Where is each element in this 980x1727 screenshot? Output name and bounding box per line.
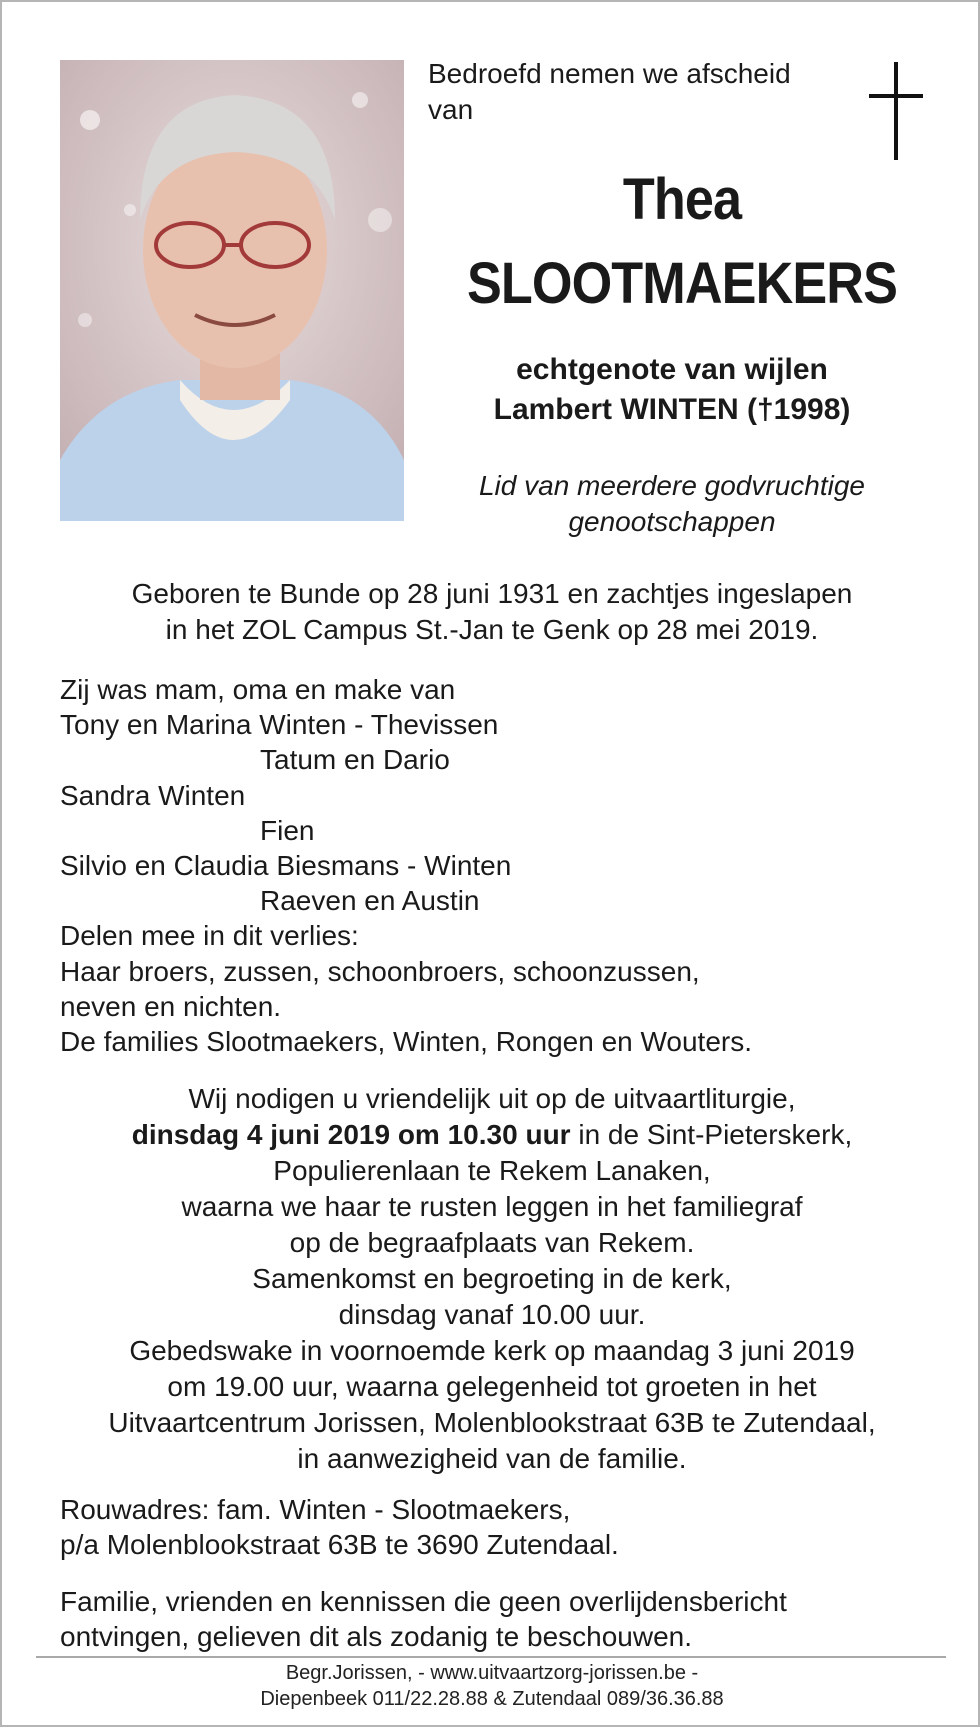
funeral-line: Uitvaartcentrum Jorissen, Molenblookstraat 63B te Zutendaal,	[108, 1407, 876, 1438]
intro-line: Bedroefd nemen we afscheid	[428, 58, 791, 89]
membership-line: genootschappen	[568, 506, 776, 537]
funeral-line: Samenkomst en begroeting in de kerk,	[252, 1263, 732, 1294]
family-line: Tatum en Dario	[260, 744, 450, 776]
funeral-line: dinsdag vanaf 10.00 uur.	[338, 1299, 646, 1330]
funeral-line: Populierenlaan te Rekem Lanaken,	[273, 1155, 711, 1186]
family-line: Silvio en Claudia Biesmans - Winten	[60, 850, 512, 882]
deceased-name	[448, 158, 916, 326]
funeral-line: in aanwezigheid van de familie.	[297, 1443, 687, 1474]
membership-line: Lid van meerdere godvruchtige	[478, 470, 865, 501]
spouse-info	[422, 350, 922, 430]
footer-line: Begr.Jorissen, - www.uitvaartzorg-jorissen.be -	[285, 1662, 699, 1684]
intro-text	[428, 56, 848, 128]
family-line: Raeven en Austin	[260, 885, 480, 917]
footer-divider	[36, 1656, 946, 1658]
family-line: Haar broers, zussen, schoonbroers, schoonzussen,	[60, 955, 700, 987]
birth-death-line: in het ZOL Campus St.-Jan te Genk op 28 mei 2019.	[165, 614, 819, 645]
portrait-photo	[60, 60, 404, 521]
portrait-illustration	[60, 60, 404, 521]
spouse-line: Lambert WINTEN (†1998)	[493, 393, 851, 426]
first-name: Thea	[622, 167, 742, 232]
address-line: p/a Molenblookstraat 63B te 3690 Zutendaal.	[60, 1529, 619, 1561]
funeral-line: om 19.00 uur, waarna gelegenheid tot groeten in het	[167, 1371, 817, 1402]
family-list	[60, 672, 940, 1059]
family-line: Zij was mam, oma en make van	[60, 674, 456, 705]
family-line: Fien	[260, 814, 315, 846]
family-line: neven en nichten.	[60, 990, 282, 1022]
notice-line: ontvingen, gelieven dit als zodanig te beschouwen.	[60, 1621, 692, 1653]
funeral-line: waarna we haar te rusten leggen in het familiegraf	[181, 1191, 803, 1222]
spouse-line: echtgenote van wijlen	[516, 353, 828, 386]
address-line: Rouwadres: fam. Winten - Slootmaekers,	[60, 1494, 571, 1525]
intro-line: van	[428, 94, 474, 125]
funeral-info	[42, 1081, 942, 1477]
funeral-line: Wij nodigen u vriendelijk uit op de uitvaartliturgie,	[188, 1083, 796, 1114]
last-name: SLOOTMAEKERS	[466, 251, 898, 316]
funeral-date-line	[42, 1117, 942, 1153]
family-line: De families Slootmaekers, Winten, Rongen en Wouters.	[60, 1026, 753, 1058]
birth-death-line: Geboren te Bunde op 28 juni 1931 en zachtjes ingeslapen	[131, 578, 853, 609]
funeral-line: op de begraafplaats van Rekem.	[289, 1227, 695, 1258]
family-line: Delen mee in dit verlies:	[60, 920, 359, 952]
cross-icon	[866, 62, 926, 162]
footer	[42, 1660, 942, 1712]
footer-line: Diepenbeek 011/22.28.88 & Zutendaal 089/36.36.88	[260, 1688, 724, 1710]
notice-info	[60, 1584, 940, 1654]
family-line: Sandra Winten	[60, 779, 246, 811]
funeral-date: dinsdag 4 juni 2019 om 10.30 uur	[131, 1119, 571, 1150]
funeral-location: in de Sint-Pieterskerk,	[570, 1119, 853, 1150]
funeral-line: Gebedswake in voornoemde kerk op maandag 3 juni 2019	[129, 1335, 855, 1366]
birth-death-info	[42, 576, 942, 648]
family-line: Tony en Marina Winten - Thevissen	[60, 709, 499, 741]
notice-line: Familie, vrienden en kennissen die geen overlijdensbericht	[60, 1586, 787, 1617]
address-info	[60, 1492, 940, 1562]
membership-info	[422, 468, 922, 540]
